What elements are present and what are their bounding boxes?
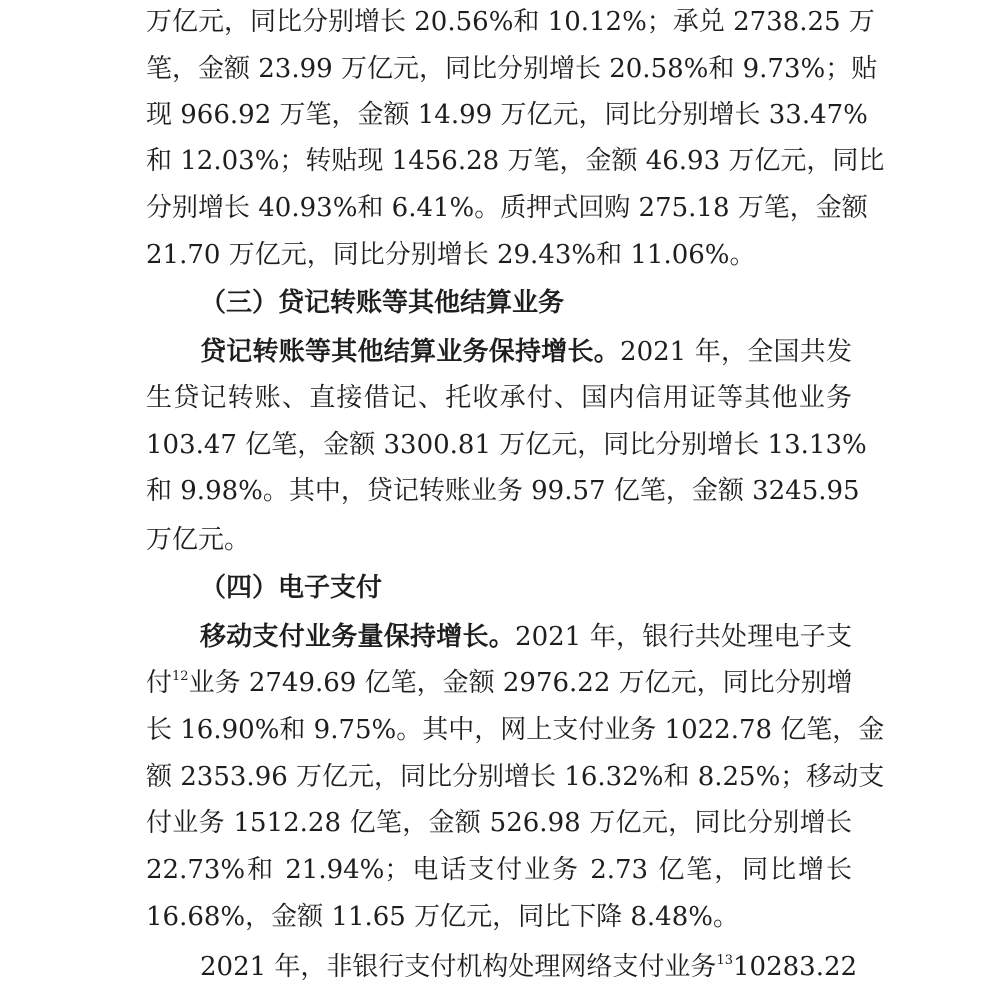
body-text-line: 万亿元。 (146, 525, 251, 555)
body-text-line: 21.70 万亿元，同比分别增长 29.43%和 11.06%。 (146, 240, 756, 270)
body-text-fragment: 付 (146, 668, 173, 698)
body-text-fragment: 2021 年，非银行支付机构处理网络支付业务 (200, 952, 717, 982)
body-text-line (146, 661, 852, 705)
body-text-line: 16.68%，金额 11.65 万亿元，同比下降 8.48%。 (146, 902, 739, 932)
paragraph-lead-bold: 移动支付业务量保持增长。 (200, 622, 516, 652)
body-text-line: 额 2353.96 万亿元，同比分别增长 16.32%和 8.25%；移动支 (146, 762, 885, 792)
body-text-fragment: 10283.22 (732, 952, 858, 982)
body-text-line: 生贷记转账、直接借记、托收承付、国内信用证等其他业务 (146, 383, 852, 413)
paragraph-lead-text: 2021 年，全国共发 (620, 337, 852, 367)
section-heading: （四）电子支付 (200, 573, 383, 603)
body-text-line: 和 9.98%。其中，贷记转账业务 99.57 亿笔，金额 3245.95 (146, 476, 860, 506)
section-heading: （三）贷记转账等其他结算业务 (200, 288, 565, 318)
body-text-line: 长 16.90%和 9.75%。其中，网上支付业务 1022.78 亿笔，金 (146, 715, 885, 745)
body-text-line: 103.47 亿笔，金额 3300.81 万亿元，同比分别增长 13.13% (146, 430, 867, 460)
body-text-line: 和 12.03%；转贴现 1456.28 万笔，金额 46.93 万亿元，同比 (146, 146, 885, 176)
body-text-line: 万亿元，同比分别增长 20.56%和 10.12%；承兑 2738.25 万 (146, 7, 875, 37)
body-text-fragment: 业务 2749.69 亿笔，金额 2976.22 万亿元，同比分别增 (188, 668, 853, 698)
body-text-line: 现 966.92 万笔，金额 14.99 万亿元，同比分别增长 33.47% (146, 100, 868, 130)
footnote-ref-13[interactable]: 13 (716, 953, 733, 968)
body-text-line: 付业务 1512.28 亿笔，金额 526.98 万亿元，同比分别增长 (146, 808, 852, 838)
paragraph-lead-bold: 贷记转账等其他结算业务保持增长。 (200, 337, 621, 367)
body-text-line: 22.73%和 21.94%；电话支付业务 2.73 亿笔，同比增长 (146, 855, 852, 885)
body-text-line (200, 945, 858, 989)
paragraph-lead-text: 2021 年，银行共处理电子支 (515, 622, 852, 652)
footnote-ref-12[interactable]: 12 (172, 669, 189, 684)
body-text-line: 笔，金额 23.99 万亿元，同比分别增长 20.58%和 9.73%；贴 (146, 54, 878, 84)
body-text-line: 分别增长 40.93%和 6.41%。质押式回购 275.18 万笔，金额 (146, 193, 868, 223)
paragraph-lead-line (200, 615, 852, 659)
paragraph-lead-line (200, 330, 852, 374)
